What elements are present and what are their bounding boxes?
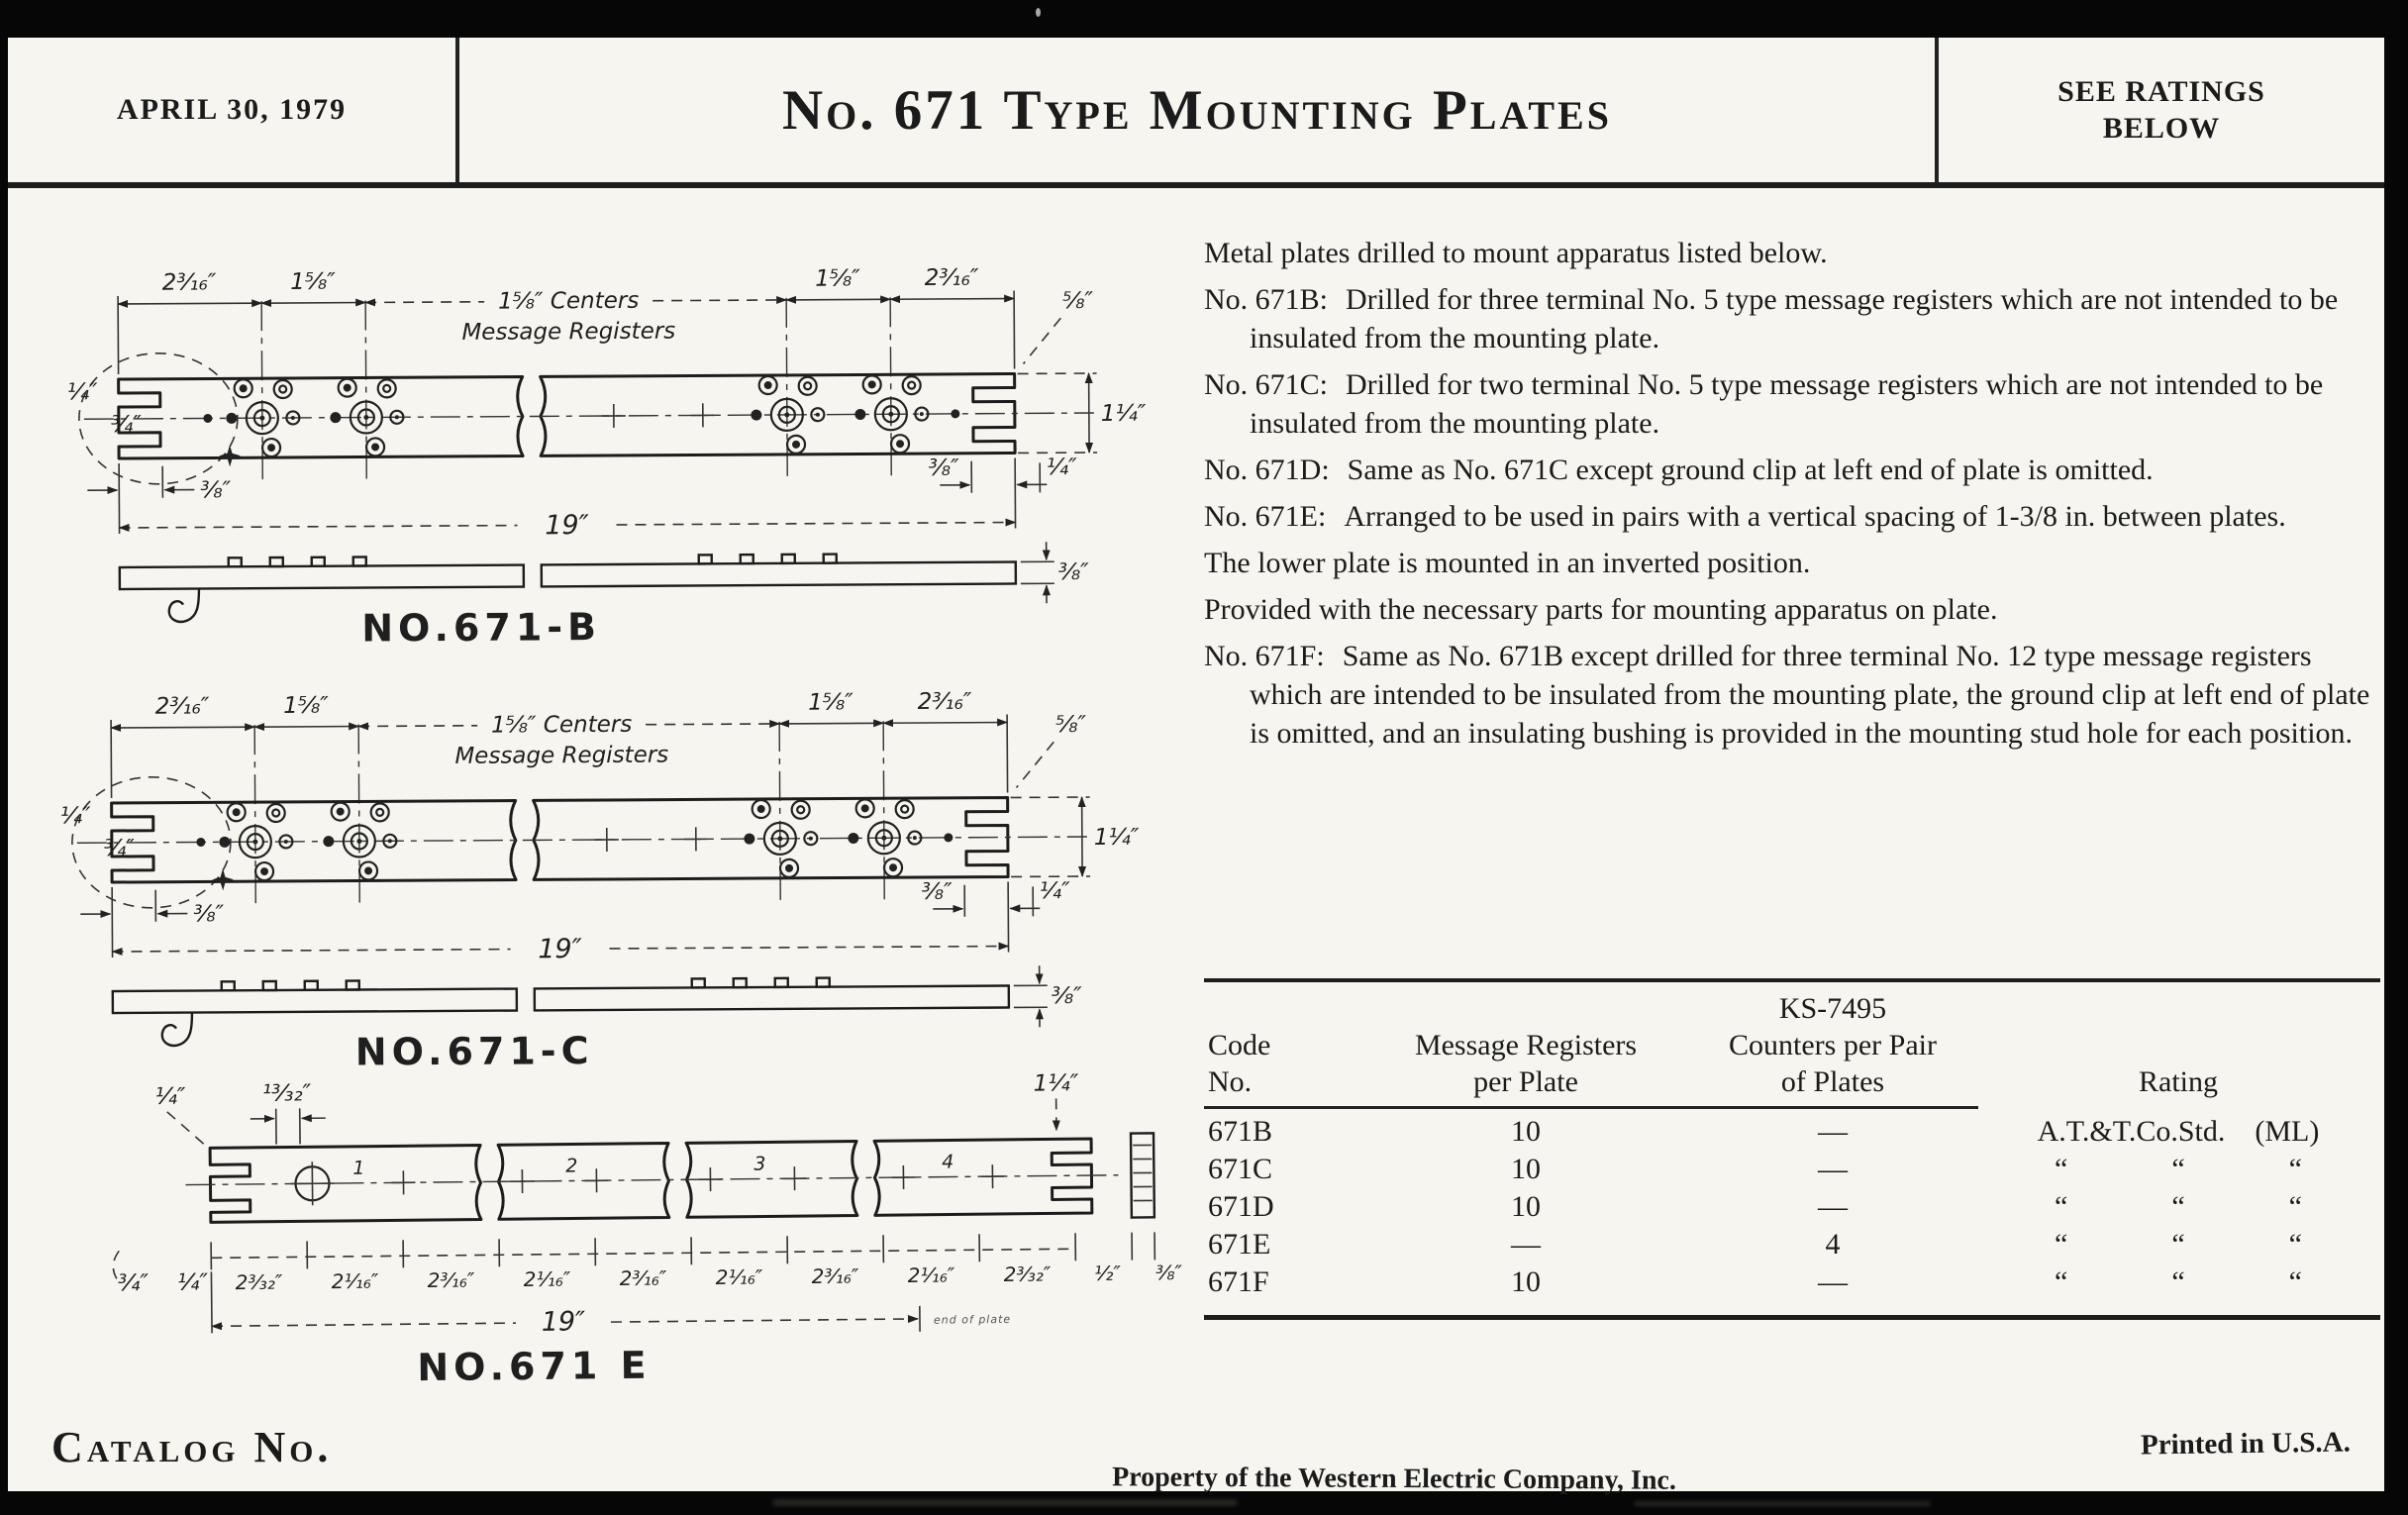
position-cross: [684, 827, 708, 851]
dimension-label: 2³⁄₃₂″: [1003, 1262, 1052, 1286]
table-row: [1204, 1226, 2380, 1263]
stud-mark: [212, 868, 234, 890]
position-cross: [782, 1166, 806, 1190]
dimension-label: 1⁵⁄₈″: [283, 692, 329, 719]
col-header-line: Message Registers: [1414, 1029, 1638, 1061]
drawing-caption: NO.671 E: [417, 1343, 652, 1390]
col-header-line: KS-7495: [1778, 992, 1887, 1025]
cell-rating: “ “ “: [2055, 1190, 2302, 1223]
cell-rating: “ “ “: [2055, 1228, 2302, 1261]
position-cross: [391, 1170, 415, 1194]
stud-mark: [219, 445, 241, 466]
cell-registers: —: [1511, 1228, 1541, 1261]
drawing-caption: NO.671-B: [361, 605, 602, 651]
dimension-line: [118, 303, 261, 304]
terminal-tab: [305, 981, 318, 990]
dimension-line: [261, 302, 365, 303]
dimension-label: ⅝″: [1055, 712, 1087, 739]
col-header-line: Code: [1208, 1029, 1271, 1061]
cell-counters: —: [1818, 1115, 1848, 1148]
cell-code: 671E: [1208, 1228, 1271, 1261]
description-note: Provided with the necessary parts for mounting apparatus on plate.: [1204, 593, 1998, 626]
ratings-note: SEE RATINGS BELOW: [2057, 75, 2265, 145]
description-item-671b: [1204, 280, 2380, 357]
terminal-tab: [741, 555, 753, 563]
terminal-tab: [222, 981, 235, 990]
dimension-label: ⅜″: [193, 901, 225, 928]
item-code: No. 671C:: [1204, 368, 1329, 401]
dimension-line: [358, 726, 477, 727]
dimension-label: 2³⁄₁₆″: [811, 1263, 859, 1288]
dimension-label: ⅝″: [1062, 288, 1094, 315]
terminal-tab: [699, 555, 712, 563]
col-header-rating: [1976, 1063, 2380, 1100]
position-cross: [691, 403, 715, 427]
dimension-label: 2³⁄₁₆″: [917, 688, 972, 716]
dimension-label: ⅜″: [1057, 559, 1089, 586]
position-cross: [891, 1165, 915, 1189]
dimension-label: ¾″: [103, 835, 135, 862]
cell-counters: —: [1818, 1190, 1848, 1223]
item-text: Same as No. 671C except ground clip at left end of plate is omitted.: [1347, 454, 2154, 486]
dimension-label: ¼″: [154, 1083, 186, 1110]
table-header-rule: [1204, 1106, 1978, 1109]
scan-smudge: [772, 1499, 1238, 1506]
item-code: No. 671D:: [1204, 454, 1330, 486]
cell-rating: A.T.&T.Co.Std. (ML): [2037, 1115, 2320, 1148]
dimension-label: ⅜″: [921, 878, 953, 906]
header-date-cell: [8, 38, 459, 182]
description-panel: [1204, 234, 2380, 760]
dimension-label: 2³⁄₁₆″: [924, 264, 979, 292]
dimension-label: ¼″: [66, 379, 98, 406]
catalog-sheet: [8, 38, 2384, 1496]
dimension-label: 2¹⁄₁₆″: [907, 1262, 955, 1287]
drawing-671b: [58, 225, 1160, 653]
plate-edge-view: [535, 985, 1009, 1010]
dimension-line: [254, 726, 358, 727]
col-header-counters: [1689, 990, 1976, 1100]
dimension-label: ¼″: [176, 1269, 209, 1296]
dimension-label: ¼″: [1039, 878, 1070, 905]
ratings-table: [1204, 978, 2380, 1320]
dimension-line: [120, 526, 518, 528]
terminal-tab: [692, 978, 705, 987]
pilot-hole: [944, 833, 953, 842]
dimension-line: [652, 300, 786, 301]
dimension-label: ⅜″: [1051, 983, 1082, 1010]
dimension-label: 1⁵⁄₈″: [290, 268, 336, 295]
item-text: Drilled for three terminal No. 5 type message registers which are not intended to be insulated from the mounting plate.: [1250, 283, 2339, 354]
dimension-label: 1⁵⁄₈″: [815, 265, 860, 292]
position-cross: [980, 1164, 1004, 1188]
description-item-671f: [1204, 637, 2380, 753]
terminal-tab: [782, 555, 795, 563]
dimension-label: 19″: [538, 934, 582, 965]
table-row: [1204, 1263, 2380, 1301]
dimension-label: 1¼″: [1100, 400, 1147, 427]
position-cross: [595, 828, 619, 852]
cell-code: 671F: [1208, 1265, 1269, 1298]
ground-clip: [162, 1013, 192, 1046]
description-item-671e: [1204, 497, 2380, 536]
leader-line: [1023, 318, 1060, 363]
terminal-tab: [312, 557, 325, 566]
col-header-code: [1204, 1027, 1362, 1100]
scan-smudge: [1634, 1501, 1931, 1506]
printed-in-usa: Printed in U.S.A.: [2140, 1426, 2352, 1462]
dimension-label: ⅜″: [1154, 1261, 1183, 1285]
dimension-label: ¾″: [117, 1270, 150, 1297]
dimension-label: 19″: [541, 1306, 586, 1338]
dimension-label: 2¹⁄₁₆″: [331, 1268, 379, 1294]
position-number: 2: [565, 1155, 578, 1177]
dimension-label: 1⁵⁄₈″ Centers: [490, 711, 633, 739]
dimension-label: ⅜″: [928, 454, 959, 482]
col-header-line: Rating: [2139, 1065, 2218, 1098]
drawing-671e: [55, 1063, 1187, 1397]
item-code: No. 671B:: [1204, 283, 1329, 316]
drawing-caption: NO.671-C: [354, 1029, 594, 1074]
plate-edge-view: [120, 565, 524, 589]
dimension-label: 2³⁄₁₆″: [619, 1265, 667, 1291]
cell-registers: 10: [1511, 1265, 1541, 1298]
dimension-label: ¼″: [1046, 454, 1077, 481]
extension-line: [211, 1271, 212, 1333]
position-number: 1: [352, 1157, 365, 1179]
cell-code: 671B: [1208, 1115, 1273, 1148]
dimension-label: 2¹⁄₁₆″: [715, 1264, 763, 1290]
dimension-line: [883, 722, 1007, 723]
dimension-label: ¼″: [59, 803, 91, 830]
page-title: No. 671 Type Mounting Plates: [782, 78, 1612, 142]
col-header-line: of Plates: [1780, 1065, 1885, 1098]
issue-date: APRIL 30, 1979: [116, 93, 348, 126]
dimension-line: [786, 299, 890, 300]
table-row: [1204, 1151, 2380, 1188]
terminal-tab: [353, 557, 366, 566]
property-notice: Property of the Western Electric Company, Inc.: [1112, 1462, 1676, 1496]
dimension-label: 1¼″: [1033, 1070, 1079, 1097]
dimension-line: [111, 727, 254, 728]
col-header-line: per Plate: [1473, 1065, 1578, 1098]
col-header-line: No.: [1208, 1065, 1253, 1098]
dimension-label: ¹³⁄₃₂″: [261, 1080, 312, 1107]
page-header: [8, 38, 2384, 188]
cell-registers: 10: [1511, 1190, 1541, 1223]
description-note: The lower plate is mounted in an inverted position.: [1204, 547, 1811, 579]
position-cross: [510, 1169, 534, 1193]
pilot-hole: [951, 409, 959, 418]
drawing-671c: [51, 649, 1154, 1076]
dimension-label: 2³⁄₁₆″: [154, 693, 210, 720]
terminal-tab: [270, 557, 283, 566]
dimension-label: Message Registers: [454, 742, 669, 769]
dimension-label: 19″: [545, 510, 589, 542]
cell-counters: —: [1818, 1265, 1848, 1298]
dimension-line: [646, 724, 779, 725]
cell-rating: “ “ “: [2055, 1265, 2302, 1298]
table-row: [1204, 1188, 2380, 1226]
cell-registers: 10: [1511, 1115, 1541, 1148]
hole-crosshair: [290, 1162, 334, 1205]
description-item-671c: [1204, 365, 2380, 443]
cell-counters: —: [1818, 1153, 1848, 1185]
terminal-tab: [229, 557, 242, 566]
header-ratings-cell: [1935, 38, 2384, 182]
dimension-label: Message Registers: [461, 318, 676, 346]
header-title-cell: [459, 38, 1935, 182]
table-row: [1204, 1113, 2380, 1151]
col-header-registers: [1362, 1027, 1689, 1100]
terminal-tab: [734, 978, 747, 987]
cell-registers: 10: [1511, 1153, 1541, 1185]
dimension-line: [610, 946, 1009, 948]
item-text: Drilled for two terminal No. 5 type message registers which are not intended to be insulated from the mounting plate.: [1250, 368, 2324, 440]
position-cross: [602, 404, 626, 428]
leader-line: [167, 1111, 205, 1145]
pilot-hole: [196, 838, 205, 847]
dimension-label: 2³⁄₁₆″: [427, 1267, 475, 1293]
terminal-tab: [824, 555, 837, 563]
dimension-label: ⅜″: [200, 477, 232, 504]
dimension-line: [779, 723, 883, 724]
item-text: Same as No. 671B except drilled for three terminal No. 12 type message registers which are intended to be insulated from the mounting plate, the ground clip at left end of plate is omitted, and an insulating bushing is provided in the mounting stud hole for each position.: [1250, 640, 2370, 750]
position-cross: [698, 1167, 722, 1191]
table-header-row: [1204, 990, 2380, 1106]
dimension-label: 1⁵⁄₈″: [808, 689, 853, 716]
plate-edge-view: [113, 989, 517, 1013]
position-number: 3: [753, 1153, 766, 1175]
dimension-line: [617, 522, 1016, 524]
dimension-label: 1⁵⁄₈″ Centers: [497, 287, 640, 315]
pilot-hole: [203, 414, 212, 423]
small-note: end of plate: [933, 1312, 1012, 1327]
item-code: No. 671F:: [1204, 640, 1325, 672]
terminal-tab: [347, 981, 359, 990]
position-cross: [584, 1168, 608, 1192]
terminal-tab: [775, 978, 788, 987]
dimension-line: [113, 950, 511, 952]
dimension-line: [890, 298, 1014, 299]
dimension-label: 1¼″: [1093, 824, 1140, 851]
cell-code: 671D: [1208, 1190, 1274, 1223]
dimension-label: ½″: [1093, 1261, 1122, 1286]
catalog-number-label: Catalog No.: [51, 1423, 333, 1471]
terminal-tab: [817, 978, 830, 987]
dimension-line: [212, 1323, 516, 1326]
col-header-line: Counters per Pair: [1729, 1029, 1937, 1061]
item-code: No. 671E:: [1204, 500, 1327, 533]
ground-clip: [169, 589, 199, 622]
scan-speck: [1036, 8, 1041, 17]
description-intro: Metal plates drilled to mount apparatus listed below.: [1204, 237, 1828, 269]
position-number: 4: [942, 1151, 954, 1173]
description-item-671d: [1204, 451, 2380, 489]
leader-line: [1016, 742, 1054, 787]
hatch-lines: [1133, 1145, 1153, 1200]
dimension-label: 2³⁄₃₂″: [235, 1269, 283, 1295]
dimension-label: 2³⁄₁₆″: [161, 269, 217, 296]
dimension-label: ¾″: [110, 411, 142, 439]
terminal-tab: [263, 981, 276, 990]
cell-code: 671C: [1208, 1153, 1273, 1185]
dimension-line: [365, 302, 484, 303]
cell-counters: 4: [1825, 1228, 1841, 1261]
plate-edge-view: [542, 561, 1016, 586]
cell-rating: “ “ “: [2055, 1153, 2302, 1185]
dimension-label: 2¹⁄₁₆″: [523, 1266, 571, 1292]
dimension-line: [211, 1249, 1075, 1258]
dimension-line: [611, 1319, 918, 1322]
item-text: Arranged to be used in pairs with a vertical spacing of 1-3/8 in. between plates.: [1344, 500, 2286, 533]
